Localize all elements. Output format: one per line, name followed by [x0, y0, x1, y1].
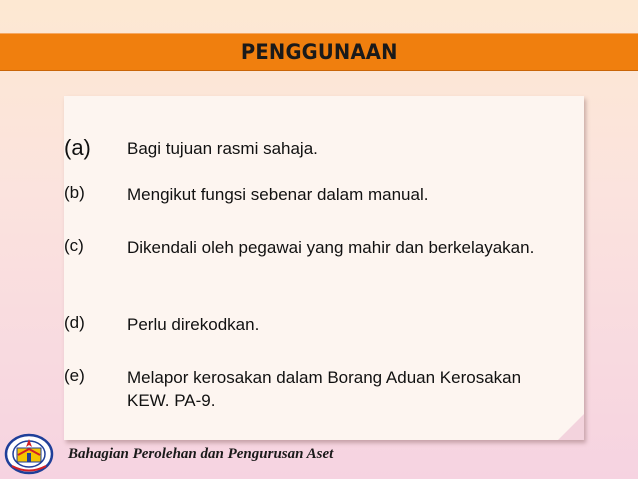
- list-text: Mengikut fungsi sebenar dalam manual.: [127, 185, 429, 204]
- list-text: Perlu direkodkan.: [127, 315, 260, 334]
- list-text: Melapor kerosakan dalam Borang Aduan Kerosakan KEW. PA-9.: [127, 368, 522, 410]
- footer-department: Bahagian Perolehan dan Pengurusan Aset: [68, 446, 334, 462]
- list-marker: (e): [64, 366, 85, 385]
- content-card: [64, 96, 584, 440]
- page-title: PENGGUNAAN: [240, 40, 398, 64]
- list-marker: (d): [64, 313, 85, 332]
- list-marker: (a): [64, 135, 91, 160]
- page-curl: [558, 414, 584, 440]
- list-marker: (c): [64, 236, 84, 255]
- list-text: Dikendali oleh pegawai yang mahir dan berkelayakan.: [127, 238, 535, 257]
- ministry-logo-icon: [4, 433, 54, 475]
- list-marker: (b): [64, 183, 85, 202]
- list-text: Bagi tujuan rasmi sahaja.: [127, 139, 318, 158]
- title-bar: [0, 33, 638, 71]
